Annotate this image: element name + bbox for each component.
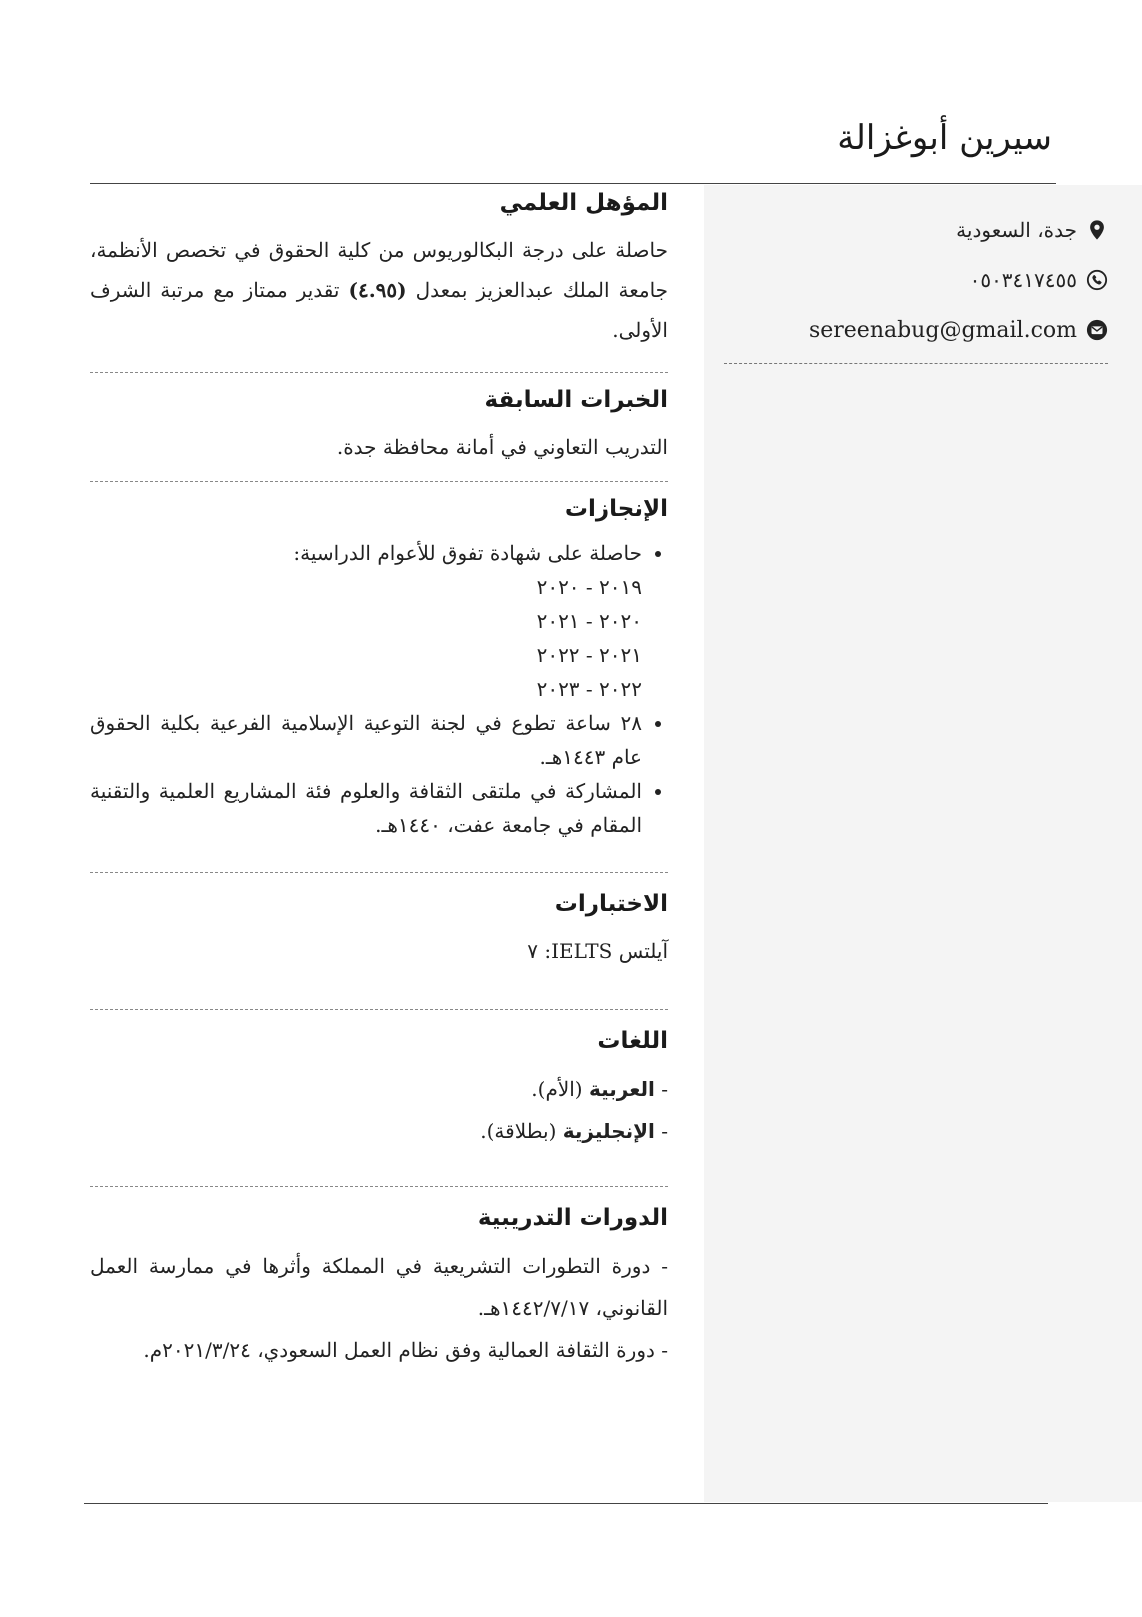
achievement-intro: حاصلة على شهادة تفوق للأعوام الدراسية:	[293, 541, 642, 565]
year-range: ٢٠٢١ - ٢٠٢٢	[536, 643, 642, 667]
sidebar-divider	[724, 363, 1108, 364]
language-level: (بطلاقة).	[480, 1119, 557, 1143]
experience-heading: الخبرات السابقة	[484, 387, 668, 413]
phone-icon	[1086, 269, 1108, 291]
education-text-before: حاصلة على درجة البكالوريوس من كلية الحقوق في تخصص الأنظمة، جامعة الملك عبدالعزيز بمعدل	[90, 238, 669, 302]
course-item: - دورة التطورات التشريعية في المملكة وأثرها في ممارسة العمل القانوني، ١٤٤٢/٧/١٧هـ.	[90, 1254, 668, 1320]
email-icon	[1086, 319, 1108, 341]
language-name: الإنجليزية	[562, 1119, 655, 1143]
year-range: ٢٠١٩ - ٢٠٢٠	[536, 575, 642, 599]
course-item: - دورة الثقافة العمالية وفق نظام العمل السعودي، ٢٠٢١/٣/٢٤م.	[143, 1338, 668, 1362]
achievements-heading: الإنجازات	[564, 496, 668, 522]
achievement-item: • المشاركة في ملتقى الثقافة والعلوم فئة المشاريع العلمية والتقنية المقام في جامعة عفت، ١٤٤٠هـ.	[90, 774, 642, 842]
person-name: سيرين أبوغزالة	[837, 118, 1052, 158]
section-courses	[90, 1187, 668, 1371]
section-languages	[90, 1010, 668, 1187]
gpa-value: (٤.٩٥)	[348, 278, 407, 302]
contact-list	[704, 185, 1142, 355]
achievement-item: • ٢٨ ساعة تطوع في لجنة التوعية الإسلامية الفرعية بكلية الحقوق عام ١٤٤٣هـ.	[90, 706, 642, 774]
section-tests	[90, 873, 668, 1010]
phone-text: ٠٥٠٣٤١٧٤٥٥	[969, 268, 1077, 292]
section-achievements	[90, 482, 668, 873]
email-link[interactable]: sereenabug@gmail.com	[808, 317, 1077, 343]
language-name: العربية	[588, 1077, 655, 1101]
contact-location	[704, 205, 1108, 255]
year-range: ٢٠٢٠ - ٢٠٢١	[536, 609, 642, 633]
contact-email	[704, 305, 1108, 355]
location-text: جدة، السعودية	[956, 218, 1077, 242]
education-text	[90, 230, 668, 350]
years-list	[90, 570, 642, 706]
footer-divider	[84, 1503, 1048, 1504]
education-heading: المؤهل العلمي	[499, 190, 668, 216]
contact-sidebar	[704, 185, 1142, 1502]
language-level: (الأم).	[531, 1077, 583, 1101]
year-range: ٢٠٢٢ - ٢٠٢٣	[536, 677, 642, 701]
language-item: - الإنجليزية (بطلاقة).	[480, 1119, 668, 1143]
achievements-list	[90, 536, 668, 842]
education-text-after: تقدير ممتاز مع مرتبة الشرف الأولى.	[90, 278, 668, 342]
courses-heading: الدورات التدريبية	[477, 1205, 668, 1231]
header-divider	[90, 183, 1056, 184]
location-pin-icon	[1086, 219, 1108, 241]
language-item: - العربية (الأم).	[531, 1077, 668, 1101]
languages-heading: اللغات	[597, 1028, 668, 1054]
main-content	[90, 190, 668, 1371]
contact-phone	[704, 255, 1108, 305]
achievement-item	[90, 536, 642, 706]
section-education	[90, 190, 668, 373]
tests-heading: الاختبارات	[554, 891, 668, 917]
section-experience	[90, 373, 668, 482]
experience-text: التدريب التعاوني في أمانة محافظة جدة.	[336, 435, 668, 459]
tests-text: آيلتس IELTS: ٧	[527, 939, 668, 963]
